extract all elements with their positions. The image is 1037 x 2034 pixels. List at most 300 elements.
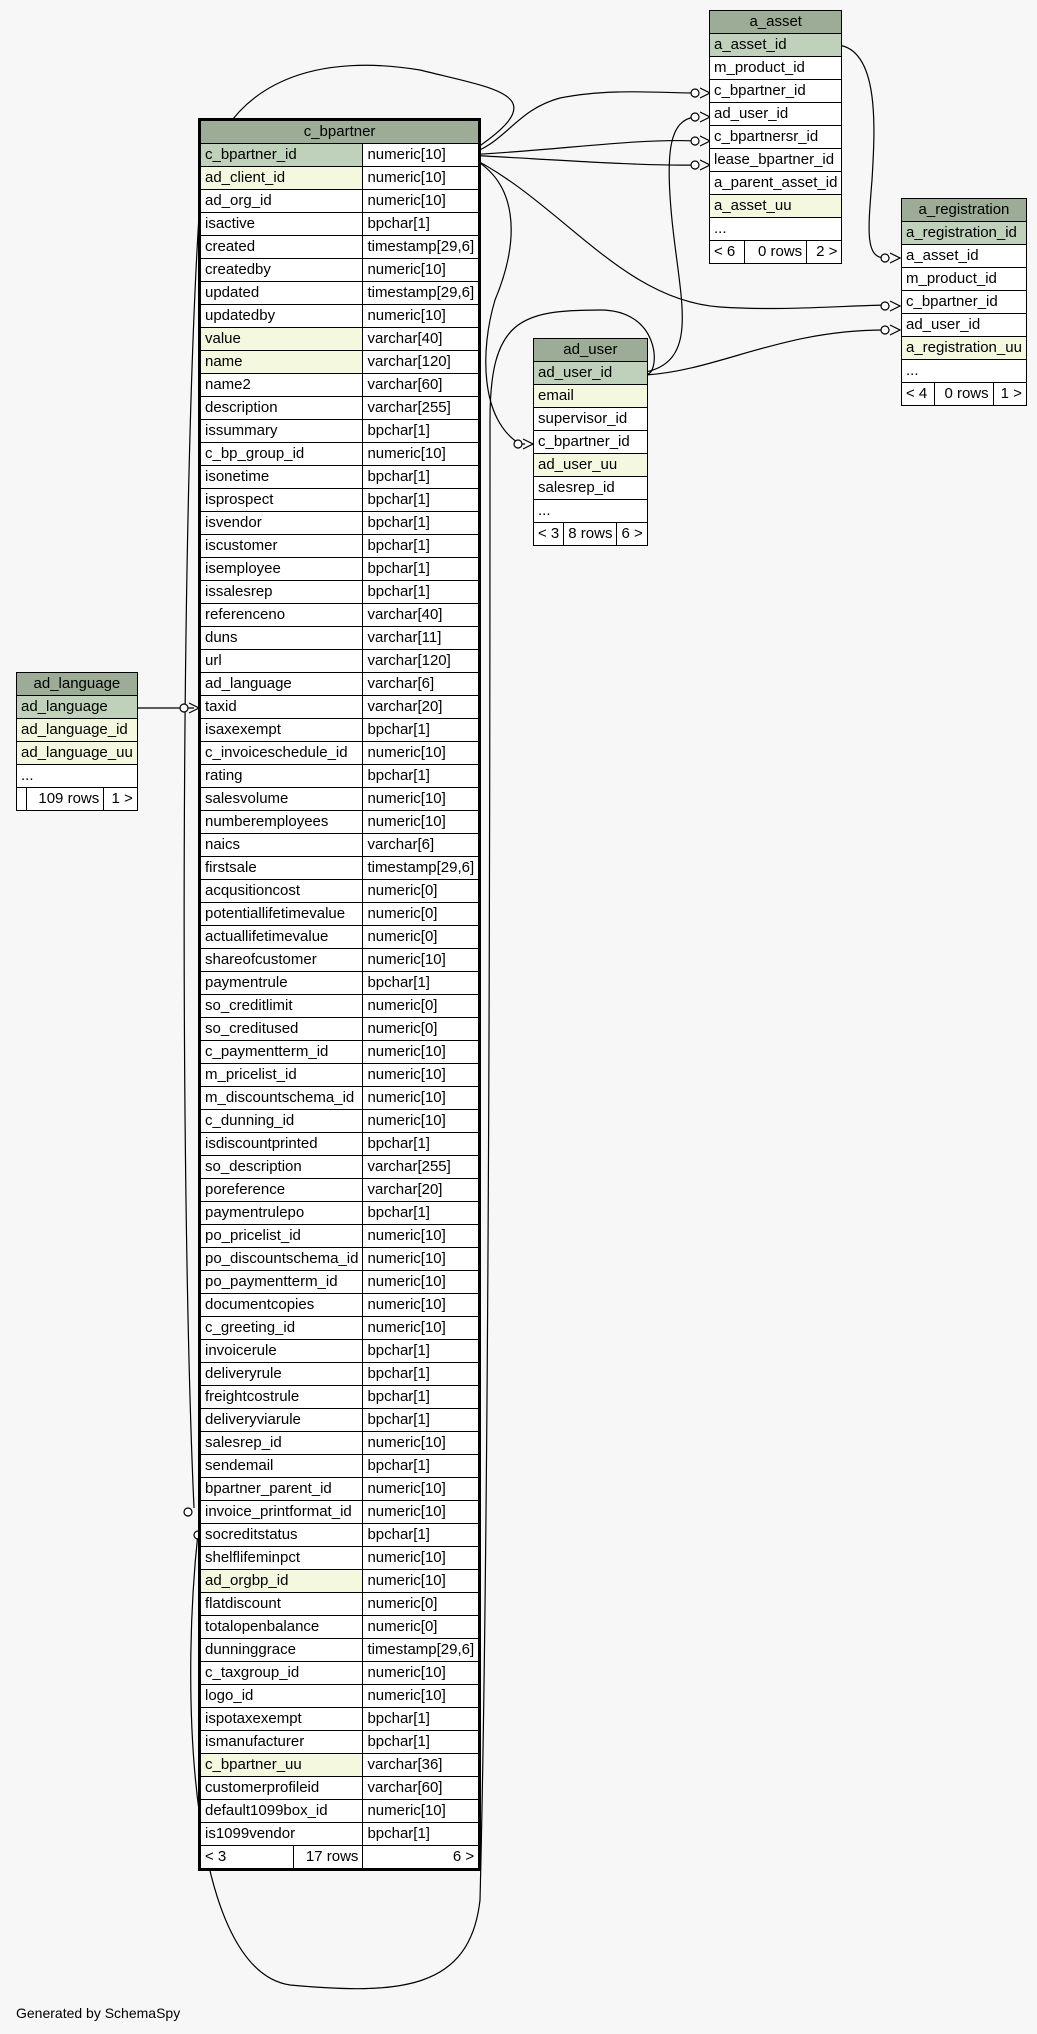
edge-a-registration-a-asset	[838, 45, 885, 258]
column-name[interactable]: ad_org_id	[200, 190, 363, 213]
table-a-registration[interactable]	[901, 198, 1027, 406]
row-count[interactable]: 0 rows	[935, 383, 993, 406]
column-row-c-bp-group-id[interactable]	[200, 443, 480, 466]
column-name[interactable]: ad_user_id	[534, 362, 648, 385]
column-name[interactable]: updatedby	[200, 305, 363, 328]
column-type: bpchar[1]	[363, 420, 480, 443]
column-name[interactable]: naics	[200, 834, 363, 857]
column-type: numeric[10]	[363, 1087, 480, 1110]
edge-a-asset-lease-bpartner	[466, 155, 695, 165]
column-name[interactable]: rating	[200, 765, 363, 788]
column-row-email[interactable]	[534, 385, 648, 408]
column-name[interactable]: c_dunning_id	[200, 1110, 363, 1133]
column-name[interactable]: ad_language	[200, 673, 363, 696]
column-row-salesvolume[interactable]	[200, 788, 480, 811]
column-row-ispotaxexempt[interactable]	[200, 1708, 480, 1731]
row-count[interactable]: 109 rows	[26, 788, 103, 811]
column-row-taxid[interactable]	[200, 696, 480, 719]
column-row-more[interactable]	[17, 765, 138, 788]
edge-end-circle	[691, 161, 699, 169]
column-row-c-invoiceschedule-id[interactable]	[200, 742, 480, 765]
column-row-createdby[interactable]	[200, 259, 480, 282]
column-type: bpchar[1]	[363, 1363, 480, 1386]
column-name[interactable]: value	[200, 328, 363, 351]
column-type: bpchar[1]	[363, 1731, 480, 1754]
column-type: varchar[120]	[363, 351, 480, 374]
table-title[interactable]: a_registration	[902, 199, 1027, 222]
column-row-more[interactable]	[902, 360, 1027, 383]
column-name[interactable]: a_parent_asset_id	[710, 172, 842, 195]
column-row-so-creditlimit[interactable]	[200, 995, 480, 1018]
column-name[interactable]: a_registration_uu	[902, 337, 1027, 360]
column-type: numeric[0]	[363, 926, 480, 949]
column-row-a-asset-uu[interactable]	[710, 195, 842, 218]
column-row-supervisor-id[interactable]	[534, 408, 648, 431]
column-type: numeric[10]	[363, 742, 480, 765]
column-row-lease-bpartner-id[interactable]	[710, 149, 842, 172]
column-name[interactable]: ad_language_id	[17, 719, 138, 742]
column-name[interactable]: ad_orgbp_id	[200, 1570, 363, 1593]
column-row-c-bpartnersr-id[interactable]	[710, 126, 842, 149]
column-row-more[interactable]	[534, 500, 648, 523]
column-row-salesrep-id[interactable]	[200, 1432, 480, 1455]
column-row-c-bpartner-uu[interactable]	[200, 1754, 480, 1777]
column-name[interactable]: isdiscountprinted	[200, 1133, 363, 1156]
column-row-deliveryviarule[interactable]	[200, 1409, 480, 1432]
column-name[interactable]: name	[200, 351, 363, 374]
column-name[interactable]: ...	[534, 500, 648, 523]
table-title[interactable]: ad_language	[17, 673, 138, 696]
column-type: bpchar[1]	[363, 1524, 480, 1547]
table-a-asset[interactable]	[709, 10, 842, 264]
column-row-ad-user-uu[interactable]	[534, 454, 648, 477]
children-count[interactable]: 1 >	[993, 383, 1026, 406]
column-row-numberemployees[interactable]	[200, 811, 480, 834]
column-name[interactable]: deliveryviarule	[200, 1409, 363, 1432]
column-row-is1099vendor[interactable]	[200, 1823, 480, 1846]
column-name[interactable]: c_bp_group_id	[200, 443, 363, 466]
crowfoot-icon	[890, 253, 900, 263]
column-name[interactable]: m_product_id	[902, 268, 1027, 291]
column-row-m-product-id[interactable]	[710, 57, 842, 80]
column-name[interactable]: ad_user_uu	[534, 454, 648, 477]
column-row-updated[interactable]	[200, 282, 480, 305]
column-row-isprospect[interactable]	[200, 489, 480, 512]
column-name[interactable]: createdby	[200, 259, 363, 282]
column-row-so-creditused[interactable]	[200, 1018, 480, 1041]
column-type: numeric[10]	[363, 1317, 480, 1340]
column-name[interactable]: ...	[902, 360, 1027, 383]
column-name[interactable]: so_description	[200, 1156, 363, 1179]
column-name[interactable]: issalesrep	[200, 581, 363, 604]
column-type: bpchar[1]	[363, 1340, 480, 1363]
edge-end-circle	[184, 1508, 192, 1516]
column-type: numeric[10]	[363, 949, 480, 972]
column-name[interactable]: numberemployees	[200, 811, 363, 834]
column-row-m-pricelist-id[interactable]	[200, 1064, 480, 1087]
column-type: bpchar[1]	[363, 558, 480, 581]
table-footer	[902, 383, 1027, 406]
column-row-isdiscountprinted[interactable]	[200, 1133, 480, 1156]
column-type: numeric[0]	[363, 880, 480, 903]
column-row-issalesrep[interactable]	[200, 581, 480, 604]
column-name[interactable]: c_bpartnersr_id	[710, 126, 842, 149]
column-name[interactable]: is1099vendor	[200, 1823, 363, 1846]
column-row-invoicerule[interactable]	[200, 1340, 480, 1363]
column-type: varchar[60]	[363, 374, 480, 397]
column-row-ad-client-id[interactable]	[200, 167, 480, 190]
column-row-m-product-id[interactable]	[902, 268, 1027, 291]
column-row-ad-language-uu[interactable]	[17, 742, 138, 765]
column-name[interactable]: ad_client_id	[200, 167, 363, 190]
column-row-c-bpartner-id[interactable]	[200, 144, 480, 167]
column-type: numeric[10]	[363, 1800, 480, 1823]
column-type: bpchar[1]	[363, 512, 480, 535]
column-name[interactable]: email	[534, 385, 648, 408]
column-type: varchar[60]	[363, 1777, 480, 1800]
column-name[interactable]: deliveryrule	[200, 1363, 363, 1386]
column-name[interactable]: a_asset_id	[902, 245, 1027, 268]
column-name[interactable]: ...	[710, 218, 842, 241]
column-row-c-greeting-id[interactable]	[200, 1317, 480, 1340]
column-name[interactable]: c_bpartner_id	[902, 291, 1027, 314]
children-count[interactable]: 1 >	[104, 788, 138, 811]
generated-by-footer: Generated by SchemaSpy	[16, 2005, 181, 2021]
column-type: bpchar[1]	[363, 972, 480, 995]
column-type: timestamp[29,6]	[363, 1639, 480, 1662]
column-row-a-asset-id[interactable]	[710, 34, 842, 57]
column-type: numeric[10]	[363, 1478, 480, 1501]
column-row-name[interactable]	[200, 351, 480, 374]
column-type: varchar[11]	[363, 627, 480, 650]
column-row-ismanufacturer[interactable]	[200, 1731, 480, 1754]
column-name[interactable]: lease_bpartner_id	[710, 149, 842, 172]
column-name[interactable]: ismanufacturer	[200, 1731, 363, 1754]
column-name[interactable]: isactive	[200, 213, 363, 236]
table-title[interactable]: ad_user	[534, 339, 648, 362]
column-row-iscustomer[interactable]	[200, 535, 480, 558]
column-name[interactable]: invoice_printformat_id	[200, 1501, 363, 1524]
column-row-acqusitioncost[interactable]	[200, 880, 480, 903]
row-count[interactable]: 0 rows	[745, 241, 807, 264]
column-row-ad-user-id[interactable]	[534, 362, 648, 385]
column-type: bpchar[1]	[363, 1133, 480, 1156]
column-type: varchar[255]	[363, 1156, 480, 1179]
column-name[interactable]: paymentrule	[200, 972, 363, 995]
column-row-po-paymentterm-id[interactable]	[200, 1271, 480, 1294]
column-type: numeric[10]	[363, 1662, 480, 1685]
column-row-firstsale[interactable]	[200, 857, 480, 880]
column-name[interactable]: referenceno	[200, 604, 363, 627]
column-name[interactable]: po_discountschema_id	[200, 1248, 363, 1271]
column-type: bpchar[1]	[363, 1455, 480, 1478]
column-row-c-bpartner-id[interactable]	[902, 291, 1027, 314]
column-name[interactable]: po_paymentterm_id	[200, 1271, 363, 1294]
column-row-c-bpartner-id[interactable]	[710, 80, 842, 103]
column-row-poreference[interactable]	[200, 1179, 480, 1202]
children-count[interactable]: 6 >	[363, 1846, 480, 1870]
column-row-po-discountschema-id[interactable]	[200, 1248, 480, 1271]
column-name[interactable]: bpartner_parent_id	[200, 1478, 363, 1501]
column-row-socreditstatus[interactable]	[200, 1524, 480, 1547]
column-type: bpchar[1]	[363, 466, 480, 489]
column-name[interactable]: isvendor	[200, 512, 363, 535]
column-name[interactable]: socreditstatus	[200, 1524, 363, 1547]
column-type: numeric[10]	[363, 1432, 480, 1455]
column-type: numeric[10]	[363, 1271, 480, 1294]
column-type: bpchar[1]	[363, 1386, 480, 1409]
column-name[interactable]: c_paymentterm_id	[200, 1041, 363, 1064]
edge-a-asset-c-bpartnersr	[466, 141, 695, 155]
column-row-paymentrule[interactable]	[200, 972, 480, 995]
column-row-c-bpartner-id[interactable]	[534, 431, 648, 454]
column-type: numeric[0]	[363, 1593, 480, 1616]
column-row-sendemail[interactable]	[200, 1455, 480, 1478]
column-name[interactable]: c_greeting_id	[200, 1317, 363, 1340]
column-row-value[interactable]	[200, 328, 480, 351]
column-name[interactable]: salesrep_id	[200, 1432, 363, 1455]
column-row-c-dunning-id[interactable]	[200, 1110, 480, 1133]
row-count[interactable]: 8 rows	[564, 523, 617, 546]
column-type: bpchar[1]	[363, 489, 480, 512]
children-count[interactable]: 6 >	[617, 523, 647, 546]
column-row-default1099box-id[interactable]	[200, 1800, 480, 1823]
column-row-freightcostrule[interactable]	[200, 1386, 480, 1409]
parents-count[interactable]: < 3	[534, 523, 564, 546]
column-row-totalopenbalance[interactable]	[200, 1616, 480, 1639]
column-type: varchar[255]	[363, 397, 480, 420]
column-name[interactable]: ad_language_uu	[17, 742, 138, 765]
column-type: numeric[10]	[363, 1225, 480, 1248]
column-row-invoice-printformat-id[interactable]	[200, 1501, 480, 1524]
column-name[interactable]: c_bpartner_id	[200, 144, 363, 167]
parents-count[interactable]: < 4	[902, 383, 935, 406]
column-type: varchar[20]	[363, 696, 480, 719]
column-name[interactable]: ...	[17, 765, 138, 788]
column-name[interactable]: a_asset_uu	[710, 195, 842, 218]
column-name[interactable]: shareofcustomer	[200, 949, 363, 972]
column-name[interactable]: isprospect	[200, 489, 363, 512]
column-row-actuallifetimevalue[interactable]	[200, 926, 480, 949]
column-row-created[interactable]	[200, 236, 480, 259]
column-name[interactable]: m_pricelist_id	[200, 1064, 363, 1087]
parents-count[interactable]	[17, 788, 27, 811]
column-type: numeric[10]	[363, 1294, 480, 1317]
column-row-naics[interactable]	[200, 834, 480, 857]
column-name[interactable]: a_asset_id	[710, 34, 842, 57]
column-row-rating[interactable]	[200, 765, 480, 788]
column-row-ad-user-id[interactable]	[902, 314, 1027, 337]
column-row-dunninggrace[interactable]	[200, 1639, 480, 1662]
column-name[interactable]: poreference	[200, 1179, 363, 1202]
column-name[interactable]: so_creditused	[200, 1018, 363, 1041]
column-row-salesrep-id[interactable]	[534, 477, 648, 500]
column-name[interactable]: supervisor_id	[534, 408, 648, 431]
column-name[interactable]: so_creditlimit	[200, 995, 363, 1018]
column-name[interactable]: updated	[200, 282, 363, 305]
column-name[interactable]: ispotaxexempt	[200, 1708, 363, 1731]
column-name[interactable]: flatdiscount	[200, 1593, 363, 1616]
column-name[interactable]: url	[200, 650, 363, 673]
column-row-ad-org-id[interactable]	[200, 190, 480, 213]
column-type: numeric[10]	[363, 1547, 480, 1570]
column-type: varchar[36]	[363, 1754, 480, 1777]
parents-count[interactable]: < 3	[200, 1846, 294, 1870]
column-name[interactable]: created	[200, 236, 363, 259]
column-name[interactable]: duns	[200, 627, 363, 650]
column-row-ad-language[interactable]	[200, 673, 480, 696]
column-row-isactive[interactable]	[200, 213, 480, 236]
column-name[interactable]: documentcopies	[200, 1294, 363, 1317]
table-footer	[200, 1846, 480, 1870]
column-name[interactable]: c_taxgroup_id	[200, 1662, 363, 1685]
column-type: timestamp[29,6]	[363, 236, 480, 259]
column-row-url[interactable]	[200, 650, 480, 673]
table-c-bpartner[interactable]	[198, 118, 481, 1871]
column-type: numeric[10]	[363, 1110, 480, 1133]
column-name[interactable]: customerprofileid	[200, 1777, 363, 1800]
column-row-updatedby[interactable]	[200, 305, 480, 328]
column-name[interactable]: paymentrulepo	[200, 1202, 363, 1225]
column-row-a-registration-uu[interactable]	[902, 337, 1027, 360]
column-row-isonetime[interactable]	[200, 466, 480, 489]
column-type: numeric[10]	[363, 1064, 480, 1087]
column-type: numeric[10]	[363, 144, 480, 167]
column-name[interactable]: c_bpartner_id	[534, 431, 648, 454]
column-row-issummary[interactable]	[200, 420, 480, 443]
column-name[interactable]: logo_id	[200, 1685, 363, 1708]
table-title[interactable]: c_bpartner	[200, 120, 480, 144]
column-row-logo-id[interactable]	[200, 1685, 480, 1708]
column-name[interactable]: isonetime	[200, 466, 363, 489]
column-row-so-description[interactable]	[200, 1156, 480, 1179]
column-name[interactable]: sendemail	[200, 1455, 363, 1478]
column-row-isvendor[interactable]	[200, 512, 480, 535]
column-name[interactable]: shelflifeminpct	[200, 1547, 363, 1570]
column-name[interactable]: issummary	[200, 420, 363, 443]
column-name[interactable]: description	[200, 397, 363, 420]
column-name[interactable]: ad_user_id	[902, 314, 1027, 337]
column-name[interactable]: c_bpartner_id	[710, 80, 842, 103]
crowfoot-icon	[890, 325, 900, 335]
column-type: bpchar[1]	[363, 765, 480, 788]
column-row-a-asset-id[interactable]	[902, 245, 1027, 268]
column-name[interactable]: salesrep_id	[534, 477, 648, 500]
column-name[interactable]: po_pricelist_id	[200, 1225, 363, 1248]
column-name[interactable]: salesvolume	[200, 788, 363, 811]
column-type: numeric[10]	[363, 788, 480, 811]
column-row-c-taxgroup-id[interactable]	[200, 1662, 480, 1685]
column-type: varchar[40]	[363, 604, 480, 627]
edge-end-circle	[180, 704, 188, 712]
column-row-a-parent-asset-id[interactable]	[710, 172, 842, 195]
column-row-customerprofileid[interactable]	[200, 1777, 480, 1800]
column-type: numeric[10]	[363, 1570, 480, 1593]
column-row-ad-user-id[interactable]	[710, 103, 842, 126]
edge-a-asset-c-bpartner	[466, 92, 695, 155]
column-name[interactable]: iscustomer	[200, 535, 363, 558]
table-title[interactable]: a_asset	[710, 11, 842, 34]
column-type: numeric[10]	[363, 1685, 480, 1708]
column-row-c-paymentterm-id[interactable]	[200, 1041, 480, 1064]
column-type: numeric[10]	[363, 259, 480, 282]
column-row-description[interactable]	[200, 397, 480, 420]
column-row-m-discountschema-id[interactable]	[200, 1087, 480, 1110]
column-row-paymentrulepo[interactable]	[200, 1202, 480, 1225]
column-name[interactable]: isaxexempt	[200, 719, 363, 742]
column-row-shelflifeminpct[interactable]	[200, 1547, 480, 1570]
column-name[interactable]: default1099box_id	[200, 1800, 363, 1823]
column-row-isaxexempt[interactable]	[200, 719, 480, 742]
column-name[interactable]: invoicerule	[200, 1340, 363, 1363]
column-type: bpchar[1]	[363, 581, 480, 604]
column-type: bpchar[1]	[363, 1708, 480, 1731]
column-type: bpchar[1]	[363, 719, 480, 742]
column-type: numeric[10]	[363, 167, 480, 190]
column-type: numeric[10]	[363, 443, 480, 466]
column-row-a-registration-id[interactable]	[902, 222, 1027, 245]
column-row-referenceno[interactable]	[200, 604, 480, 627]
column-name[interactable]: isemployee	[200, 558, 363, 581]
column-name[interactable]: acqusitioncost	[200, 880, 363, 903]
parents-count[interactable]: < 6	[710, 241, 745, 264]
column-name[interactable]: potentiallifetimevalue	[200, 903, 363, 926]
column-name[interactable]: ad_language	[17, 696, 138, 719]
column-name[interactable]: c_bpartner_uu	[200, 1754, 363, 1777]
column-type: numeric[10]	[363, 1248, 480, 1271]
column-type: bpchar[1]	[363, 213, 480, 236]
column-row-isemployee[interactable]	[200, 558, 480, 581]
column-name[interactable]: freightcostrule	[200, 1386, 363, 1409]
column-row-po-pricelist-id[interactable]	[200, 1225, 480, 1248]
column-name[interactable]: actuallifetimevalue	[200, 926, 363, 949]
column-row-deliveryrule[interactable]	[200, 1363, 480, 1386]
table-ad-user[interactable]	[533, 338, 648, 546]
row-count[interactable]: 17 rows	[294, 1846, 363, 1870]
column-name[interactable]: totalopenbalance	[200, 1616, 363, 1639]
column-type: numeric[10]	[363, 1501, 480, 1524]
column-name[interactable]: m_product_id	[710, 57, 842, 80]
column-name[interactable]: name2	[200, 374, 363, 397]
table-footer	[17, 788, 138, 811]
children-count[interactable]: 2 >	[807, 241, 842, 264]
table-footer	[710, 241, 842, 264]
edge-end-circle	[881, 254, 889, 262]
column-row-shareofcustomer[interactable]	[200, 949, 480, 972]
crowfoot-icon	[890, 301, 900, 311]
table-ad-language[interactable]	[16, 672, 138, 811]
column-name[interactable]: a_registration_id	[902, 222, 1027, 245]
column-row-ad-language-id[interactable]	[17, 719, 138, 742]
column-type: numeric[10]	[363, 305, 480, 328]
column-name[interactable]: dunninggrace	[200, 1639, 363, 1662]
column-name[interactable]: m_discountschema_id	[200, 1087, 363, 1110]
column-name[interactable]: c_invoiceschedule_id	[200, 742, 363, 765]
column-name[interactable]: firstsale	[200, 857, 363, 880]
column-row-duns[interactable]	[200, 627, 480, 650]
column-row-bpartner-parent-id[interactable]	[200, 1478, 480, 1501]
column-name[interactable]: ad_user_id	[710, 103, 842, 126]
column-row-ad-language[interactable]	[17, 696, 138, 719]
column-row-documentcopies[interactable]	[200, 1294, 480, 1317]
column-row-more[interactable]	[710, 218, 842, 241]
column-type: numeric[0]	[363, 903, 480, 926]
column-row-potentiallifetimevalue[interactable]	[200, 903, 480, 926]
column-row-ad-orgbp-id[interactable]	[200, 1570, 480, 1593]
column-row-name2[interactable]	[200, 374, 480, 397]
column-row-flatdiscount[interactable]	[200, 1593, 480, 1616]
column-name[interactable]: taxid	[200, 696, 363, 719]
